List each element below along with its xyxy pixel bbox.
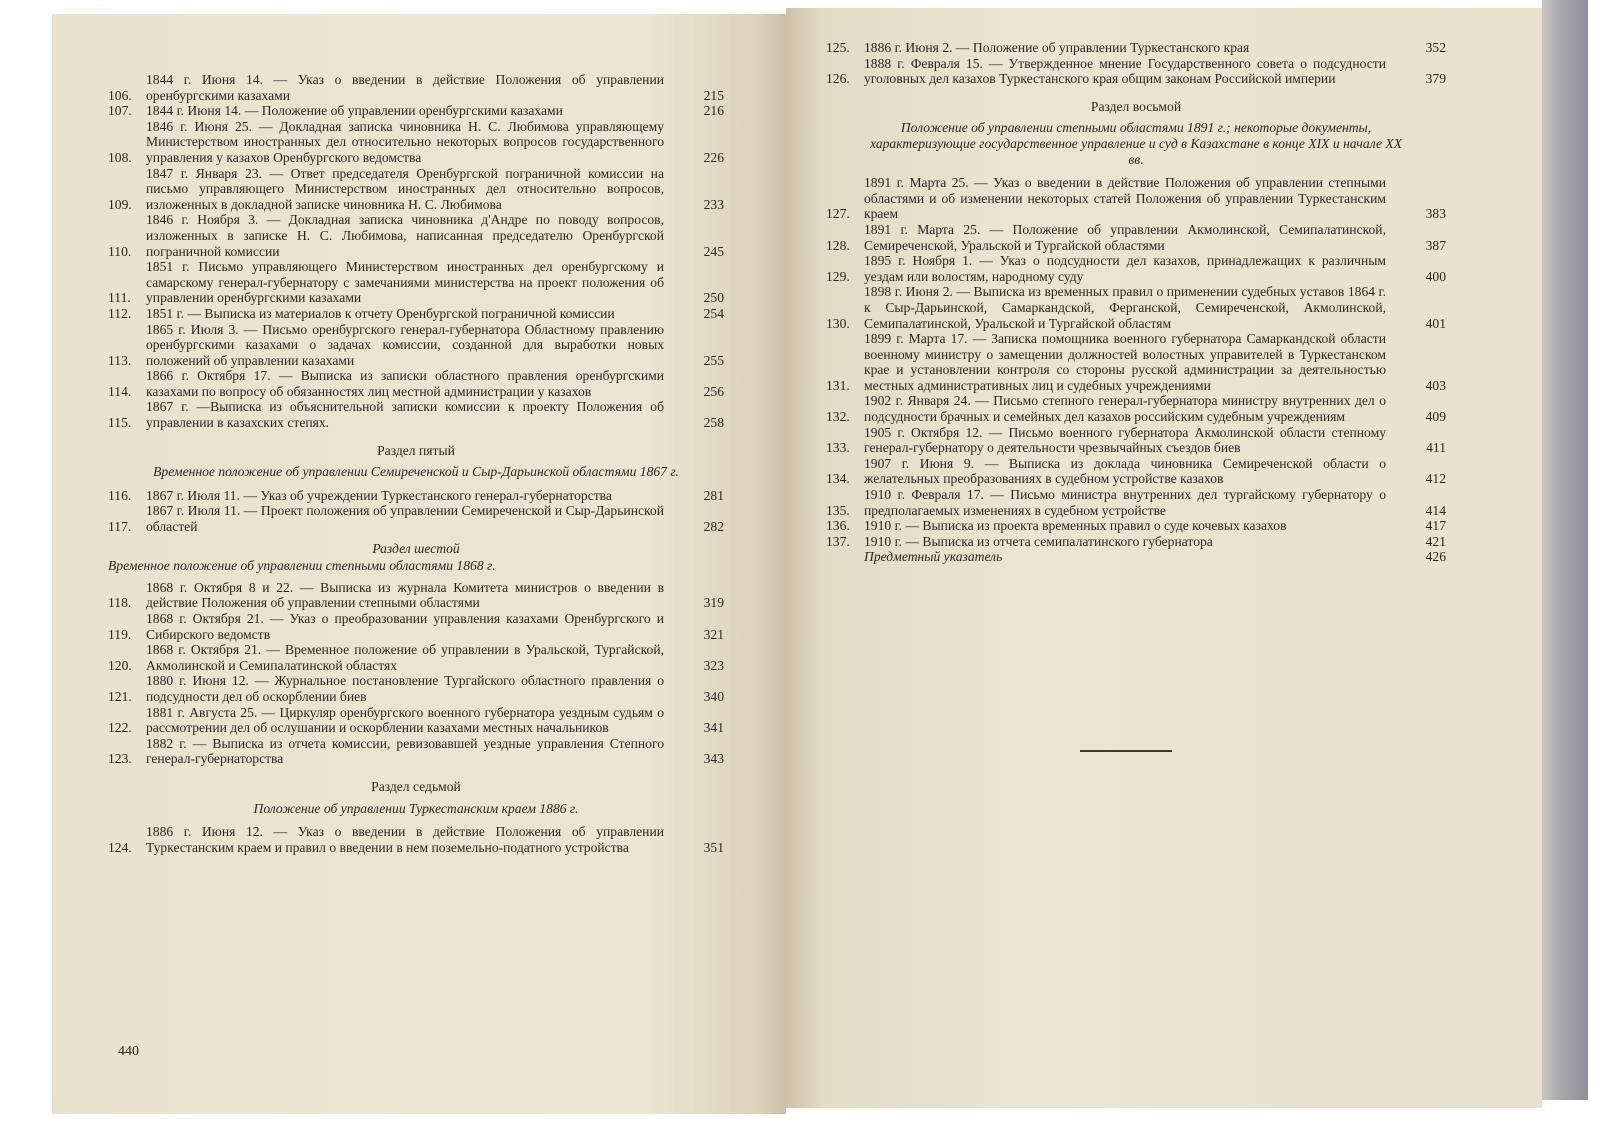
entry-title: 1867 г. Июля 11. — Указ об учреждении Туркестанского генерал-губернаторства [146, 487, 612, 503]
entry-number: 133. [826, 440, 850, 456]
page-number: 440 [118, 1044, 139, 1059]
toc-entry [108, 368, 724, 399]
entry-number: 123. [108, 751, 132, 767]
entry-number: 135. [826, 502, 850, 518]
entry-number: 118. [108, 595, 132, 611]
section-subtitle: Временное положение об управлении степными областями 1868 г. [108, 558, 496, 574]
entry-page: 383 [1425, 206, 1446, 222]
index-page: 426 [1425, 549, 1446, 565]
toc-entries-group [108, 580, 724, 767]
toc-entry [826, 331, 1446, 393]
entry-number: 110. [108, 243, 132, 259]
toc-entry [108, 488, 724, 504]
entry-title: 1910 г. Февраля 17. — Письмо министра внутренних дел тургайскому губернатору о предполагаемых изменениях в судебном устройстве [864, 487, 1386, 518]
toc-entry [108, 322, 724, 369]
entry-page: 250 [703, 290, 724, 306]
entry-number: 137. [826, 533, 850, 549]
entry-page: 254 [703, 305, 724, 321]
entry-title: 1910 г. — Выписка из отчета семипалатинского губернатора [864, 533, 1213, 549]
entry-number: 111. [108, 290, 131, 306]
section-title: Раздел пятый [377, 442, 455, 458]
toc-entry [826, 487, 1446, 518]
toc-entry [826, 534, 1446, 550]
entry-title: 1851 г. Письмо управляющего Министерством иностранных дел оренбургскому и самарскому генерал-губернатору с замечаниями министерства на проект положения об управлении оренбургскими казахами [146, 259, 664, 306]
entry-page: 351 [703, 839, 724, 855]
entry-page: 282 [703, 519, 724, 535]
index-label: Предметный указатель [864, 549, 1003, 565]
entry-page: 417 [1425, 518, 1446, 534]
entry-number: 134. [826, 471, 850, 487]
entry-title: 1905 г. Октября 12. — Письмо военного губернатора Акмолинской области степному генерал-губернатору о деятельности чрезвычайных съездов биев [864, 424, 1386, 456]
toc-entry [108, 736, 724, 767]
entry-title: 1844 г. Июня 14. — Указ о введении в действие Положения об управлении оренбургскими казахами [146, 72, 664, 103]
left-toc-column [108, 72, 724, 855]
entry-title: 1866 г. Октября 17. — Выписка из записки областного правления оренбургскими казахами по вопросу об обязанностях лиц местной администрации у казахов [146, 368, 664, 399]
entry-title: 1902 г. Января 24. — Письмо степного генерал-губернатора министру внутренних дел о подсудности брачных и семейных дел казахов российским судебным учреждениям [864, 393, 1386, 425]
entry-title: 1881 г. Августа 25. — Циркуляр оренбургского военного губернатора уездным судьям о рассмотрении дел об ослушании и оскорблении казахами местных начальников [146, 704, 664, 736]
toc-entry [826, 284, 1446, 331]
entry-title: 1847 г. Января 23. — Ответ председателя Оренбургской пограничной комиссии на письмо управляющего Министерством иностранных дел относительно вопросов, изложенных в докладной записке чиновника Н. С. Любимова [146, 165, 664, 212]
entry-title: 1846 г. Июня 25. — Докладная записка чиновника Н. С. Любимова управляющему Министерством иностранных дел относительно некоторых вопросов государственного управления у казахов Оренбургского ведомства [146, 118, 664, 165]
toc-entry [826, 56, 1446, 87]
entry-page: 414 [1425, 502, 1446, 518]
book-cover-edge [1542, 0, 1588, 1132]
entry-page: 412 [1425, 471, 1446, 487]
entry-number: 132. [826, 409, 850, 425]
entry-number: 128. [826, 237, 850, 253]
entry-page: 255 [703, 352, 724, 368]
toc-entry [108, 503, 724, 534]
toc-entry [108, 705, 724, 736]
scan-margin [1542, 1100, 1600, 1132]
entry-page: 379 [1425, 71, 1446, 87]
section-title: Раздел седьмой [371, 778, 461, 794]
entry-number: 125. [826, 40, 850, 55]
entry-page: 409 [1425, 409, 1446, 425]
entry-page: 226 [703, 149, 724, 165]
entry-title: 1882 г. — Выписка из отчета комиссии, ревизовавшей уездные управления Степного генерал-губернаторства [146, 735, 664, 767]
entry-number: 127. [826, 206, 850, 222]
toc-entry [826, 393, 1446, 424]
entry-title: 1865 г. Июля 3. — Письмо оренбургского генерал-губернатора Областному правлению оренбургскими казахами о задачах комиссии, созданной для выработки новых положений об управлении казахами [146, 321, 664, 368]
toc-entry [826, 40, 1446, 56]
entry-number: 109. [108, 196, 132, 212]
entry-title: 1891 г. Марта 25. — Положение об управлении Акмолинской, Семипалатинской, Семиреченской, Уральской и Тургайской областями [864, 221, 1386, 253]
entry-number: 126. [826, 71, 850, 87]
entry-number: 121. [108, 688, 132, 704]
toc-entry [108, 119, 724, 166]
entry-number: 112. [108, 305, 132, 321]
entry-number: 117. [108, 519, 132, 535]
entry-page: 216 [703, 103, 724, 119]
entry-title: 1899 г. Марта 17. — Записка помощника военного губернатора Самаркандской области военному министру о замещении должностей волостных управителей в Туркестанском крае и установлении контроля со стороны русской администрации за деятельностью местных административных лиц и судебных учреждениями [864, 331, 1386, 393]
entry-page: 400 [1425, 268, 1446, 284]
entry-page: 387 [1425, 237, 1446, 253]
section-subtitle: Положение об управлении Туркестанским краем 1886 г. [253, 800, 579, 816]
entry-title: 1846 г. Ноября 3. — Докладная записка чиновника д'Андре по поводу вопросов, изложенных в записке Н. С. Любимова, написанная председателю Оренбургской пограничной комиссии [146, 212, 664, 259]
divider-rule [1080, 750, 1172, 752]
toc-entry [108, 259, 724, 306]
entry-page: 258 [703, 415, 724, 431]
entry-number: 130. [826, 315, 850, 331]
toc-entries-group [108, 72, 724, 431]
toc-entry [108, 166, 724, 213]
entry-title: 1844 г. Июня 14. — Положение об управлении оренбургскими казахами [146, 103, 563, 119]
entry-page: 319 [703, 595, 724, 611]
entry-page: 421 [1425, 533, 1446, 549]
toc-entry [108, 642, 724, 673]
entry-title: 1910 г. — Выписка из проекта временных правил о суде кочевых казахов [864, 518, 1287, 534]
toc-entry [108, 399, 724, 430]
entry-number: 124. [108, 839, 132, 855]
entry-title: 1867 г. —Выписка из объяснительной записки комиссии к проекту Положения об управлении в казахских степях. [146, 399, 664, 431]
entry-title: 1868 г. Октября 21. — Временное положение об управлении в Уральской, Тургайской, Акмолинской и Семипалатинской областях [146, 642, 664, 673]
entry-page: 256 [703, 383, 724, 399]
entry-number: 129. [826, 268, 850, 284]
entry-number: 119. [108, 626, 132, 642]
entry-page: 340 [703, 688, 724, 704]
entry-page: 233 [703, 196, 724, 212]
toc-entry [826, 456, 1446, 487]
entry-number: 107. [108, 103, 132, 119]
entry-title: 1886 г. Июня 12. — Указ о введении в действие Положения об управлении Туркестанским краем и правил о введении в нем поземельно-податного устройства [146, 824, 664, 855]
entry-title: 1907 г. Июня 9. — Выписка из доклада чиновника Семиреченской области о желательных преобразованиях в судебном устройстве казахов [864, 455, 1386, 487]
right-toc-column [826, 40, 1446, 565]
toc-entry [108, 212, 724, 259]
entry-number: 116. [108, 487, 132, 503]
entry-number: 108. [108, 149, 132, 165]
entry-title: 1868 г. Октября 8 и 22. — Выписка из журнала Комитета министров о введении в действие Положения об управлении степными областями [146, 579, 664, 611]
entry-page: 215 [703, 87, 724, 103]
section-title: Раздел восьмой [1090, 98, 1182, 114]
toc-entries-group [826, 175, 1446, 549]
toc-entry [826, 425, 1446, 456]
toc-entries-group [108, 824, 724, 855]
entry-number: 113. [108, 352, 132, 368]
toc-entry [108, 673, 724, 704]
entry-page: 403 [1425, 377, 1446, 393]
entry-page: 352 [1425, 40, 1446, 55]
entry-number: 106. [108, 87, 132, 103]
entry-number: 120. [108, 657, 132, 673]
entry-page: 245 [703, 243, 724, 259]
toc-entry [108, 580, 724, 611]
entry-title: 1891 г. Марта 25. — Указ о введении в действие Положения об управлении степными областями и об изменении некоторых статей Положения об управлении Туркестанским краем [864, 175, 1386, 222]
entry-number: 122. [108, 720, 132, 736]
entry-title: 1868 г. Октября 21. — Указ о преобразовании управления казахами Оренбургского и Сибирского ведомств [146, 611, 664, 642]
toc-entry [108, 824, 724, 855]
entry-page: 401 [1425, 315, 1446, 331]
section-title: Раздел шестой [372, 540, 460, 556]
entry-page: 343 [703, 751, 724, 767]
entry-title: 1851 г. — Выписка из материалов к отчету Оренбургской пограничной комиссии [146, 305, 615, 321]
entry-title: 1898 г. Июня 2. — Выписка из временных правил о применении судебных уставов 1864 г. к Сыр-Дарьинской, Самаркандской, Ферганской, Семиреченской, Акмолинской, Семипалатинской, Уральской и Тургайской областям [864, 284, 1386, 331]
entry-title: 1867 г. Июля 11. — Проект положения об управлении Семиреченской и Сыр-Дарьинской областей [146, 503, 664, 535]
entry-number: 131. [826, 377, 850, 393]
entry-number: 136. [826, 518, 850, 534]
toc-entry [826, 175, 1446, 222]
entry-page: 341 [703, 720, 724, 736]
toc-entries-group [108, 488, 724, 535]
section-subtitle: Временное положение об управлении Семиреченской и Сыр-Дарьинской областями 1867 г. [153, 464, 679, 480]
entry-title: 1886 г. Июня 2. — Положение об управлении Туркестанского края [864, 40, 1250, 55]
entry-title: 1895 г. Ноября 1. — Указ о подсудности дел казахов, принадлежащих к различным уездам или волостям, народному суду [864, 253, 1386, 284]
entry-number: 114. [108, 383, 132, 399]
entry-title: 1888 г. Февраля 15. — Утвержденное мнение Государственного совета о подсудности уголовных дел казахов Туркестанского края общим законам Российской империи [864, 55, 1386, 87]
toc-entry [826, 518, 1446, 534]
entry-page: 323 [703, 657, 724, 673]
section-subtitle: Положение об управлении степными областями 1891 г.; некоторые документы, характеризующие государственное управление и суд в Казахстане в конце XIX и начале XX вв. [869, 120, 1403, 167]
entry-title: 1880 г. Июня 12. — Журнальное постановление Тургайского областного правления о подсудности дел об оскорблении биев [146, 673, 664, 704]
toc-entry [108, 611, 724, 642]
toc-entry [108, 72, 724, 103]
toc-entry [108, 103, 724, 119]
entry-number: 115. [108, 415, 132, 431]
entry-page: 411 [1426, 440, 1446, 456]
toc-entry [108, 306, 724, 322]
toc-entry [826, 253, 1446, 284]
toc-entry-index [826, 549, 1446, 565]
entry-page: 321 [703, 626, 724, 642]
toc-entries-group [826, 40, 1446, 87]
toc-entry [826, 222, 1446, 253]
entry-page: 281 [703, 487, 724, 503]
